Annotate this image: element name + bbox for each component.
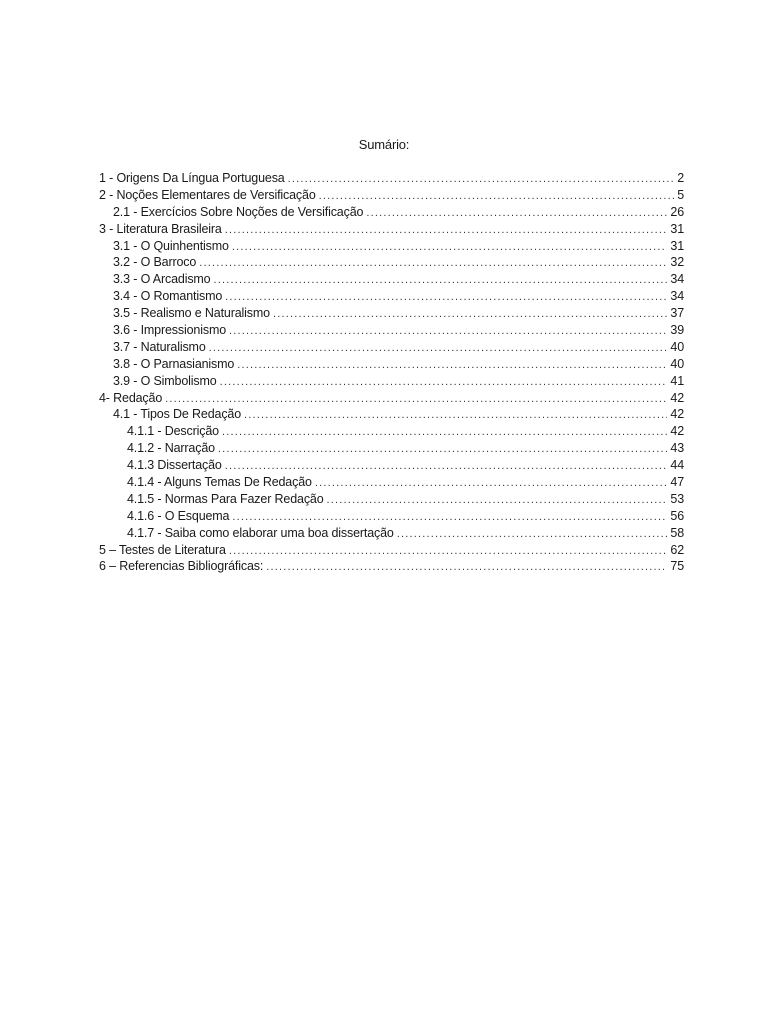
toc-dot-leader	[229, 323, 667, 340]
toc-entry-label: 3.3 - O Arcadismo	[113, 272, 211, 287]
toc-entry	[99, 288, 684, 305]
toc-entry-page: 39	[670, 323, 684, 338]
toc-dot-leader	[244, 407, 667, 424]
toc-dot-leader	[315, 475, 668, 492]
toc-entry	[99, 440, 684, 457]
toc-entry-page: 31	[670, 238, 684, 253]
toc-entry-page: 42	[670, 407, 684, 422]
toc-entry-label: 3.6 - Impressionismo	[113, 323, 227, 338]
toc-entry	[99, 322, 684, 339]
toc-entry	[99, 491, 684, 508]
toc-entry-page: 40	[670, 339, 684, 354]
toc-entry	[99, 221, 684, 238]
toc-entry-page: 58	[670, 525, 684, 540]
toc-entry	[99, 271, 684, 288]
toc-dot-leader	[220, 374, 668, 391]
toc-dot-leader	[397, 526, 668, 543]
toc-dot-leader	[288, 171, 675, 188]
toc-dot-leader	[366, 205, 667, 222]
toc-entry-label: 4.1.3 Dissertação	[127, 458, 222, 473]
toc-entry-label: 3.7 - Naturalismo	[113, 339, 206, 354]
toc-entry-page: 42	[670, 424, 684, 439]
toc-dot-leader	[225, 222, 668, 239]
toc-entry-label: 1 - Origens Da Língua Portuguesa	[99, 171, 285, 185]
toc-entry-page: 32	[670, 255, 684, 270]
toc-dot-leader	[222, 424, 667, 441]
toc-entry-label: 5 – Testes de Literatura	[99, 542, 226, 557]
toc-entry-page: 40	[670, 356, 684, 371]
toc-entry-label: 4.1.7 - Saiba como elaborar uma boa dissertação	[127, 525, 394, 540]
toc-dot-leader	[225, 458, 668, 475]
toc-entry	[99, 339, 684, 356]
toc-entry	[99, 508, 684, 525]
toc-entry	[99, 542, 684, 559]
toc-entry	[99, 187, 684, 204]
toc-entry-label: 4.1 - Tipos De Redação	[113, 407, 242, 422]
toc-entry-page: 37	[670, 306, 684, 321]
toc-entry-label: 3.2 - O Barroco	[113, 255, 197, 270]
toc-entry	[99, 558, 684, 575]
toc-dot-leader	[319, 188, 675, 205]
toc-entry	[99, 305, 684, 322]
toc-entry-page: 31	[670, 221, 684, 236]
toc-entry	[99, 238, 684, 255]
toc-entry-page: 42	[670, 390, 684, 405]
toc-entry	[99, 254, 684, 271]
toc-entry-page: 43	[670, 441, 684, 456]
toc-entry	[99, 373, 684, 390]
toc-entry-page: 26	[670, 204, 684, 219]
toc-entry-label: 2 - Noções Elementares de Versificação	[99, 187, 316, 202]
table-of-contents	[99, 170, 684, 575]
toc-dot-leader	[229, 543, 668, 560]
toc-entry-label: 6 – Referencias Bibliográficas:	[99, 559, 264, 574]
toc-entry	[99, 423, 684, 440]
toc-dot-leader	[232, 239, 668, 256]
toc-entry-page: 44	[670, 458, 684, 473]
toc-entry	[99, 356, 684, 373]
toc-title: Sumário:	[358, 137, 410, 152]
toc-entry-page: 47	[670, 475, 684, 490]
toc-entry-page: 34	[670, 272, 684, 287]
toc-dot-leader	[327, 492, 668, 509]
toc-entry	[99, 457, 684, 474]
toc-dot-leader	[273, 306, 667, 323]
toc-entry-page: 62	[670, 542, 684, 557]
toc-entry-label: 3.8 - O Parnasianismo	[113, 356, 235, 371]
toc-dot-leader	[225, 289, 667, 306]
toc-entry-page: 75	[670, 559, 684, 574]
toc-entry-label: 3.1 - O Quinhentismo	[113, 238, 229, 253]
toc-entry-label: 4.1.1 - Descrição	[127, 424, 219, 439]
toc-entry-label: 3 - Literatura Brasileira	[99, 221, 222, 236]
toc-entry-page: 5	[677, 187, 684, 202]
toc-entry-label: 4.1.2 - Narração	[127, 441, 215, 456]
toc-entry-label: 3.5 - Realismo e Naturalismo	[113, 306, 270, 321]
toc-dot-leader	[199, 255, 667, 272]
toc-dot-leader	[232, 509, 667, 526]
toc-entry-label: 4.1.4 - Alguns Temas De Redação	[127, 475, 312, 490]
toc-entry	[99, 390, 684, 407]
toc-entry-page: 53	[670, 491, 684, 506]
toc-entry-page: 2	[677, 171, 684, 185]
toc-dot-leader	[266, 559, 667, 576]
toc-entry-label: 4.1.5 - Normas Para Fazer Redação	[127, 491, 324, 506]
toc-entry-label: 4- Redação	[99, 390, 163, 405]
toc-entry-page: 34	[670, 289, 684, 304]
toc-entry	[99, 170, 684, 187]
toc-dot-leader	[237, 357, 667, 374]
toc-dot-leader	[165, 391, 667, 408]
toc-entry-page: 56	[670, 508, 684, 523]
toc-dot-leader	[209, 340, 668, 357]
toc-entry-label: 4.1.6 - O Esquema	[127, 508, 230, 523]
toc-entry	[99, 525, 684, 542]
toc-entry-page: 41	[670, 373, 684, 388]
toc-entry-label: 2.1 - Exercícios Sobre Noções de Versificação	[113, 204, 364, 219]
toc-entry	[99, 204, 684, 221]
toc-entry-label: 3.9 - O Simbolismo	[113, 373, 217, 388]
toc-entry	[99, 474, 684, 491]
toc-dot-leader	[218, 441, 667, 458]
toc-entry	[99, 406, 684, 423]
toc-entry-label: 3.4 - O Romantismo	[113, 289, 223, 304]
toc-dot-leader	[214, 272, 668, 289]
